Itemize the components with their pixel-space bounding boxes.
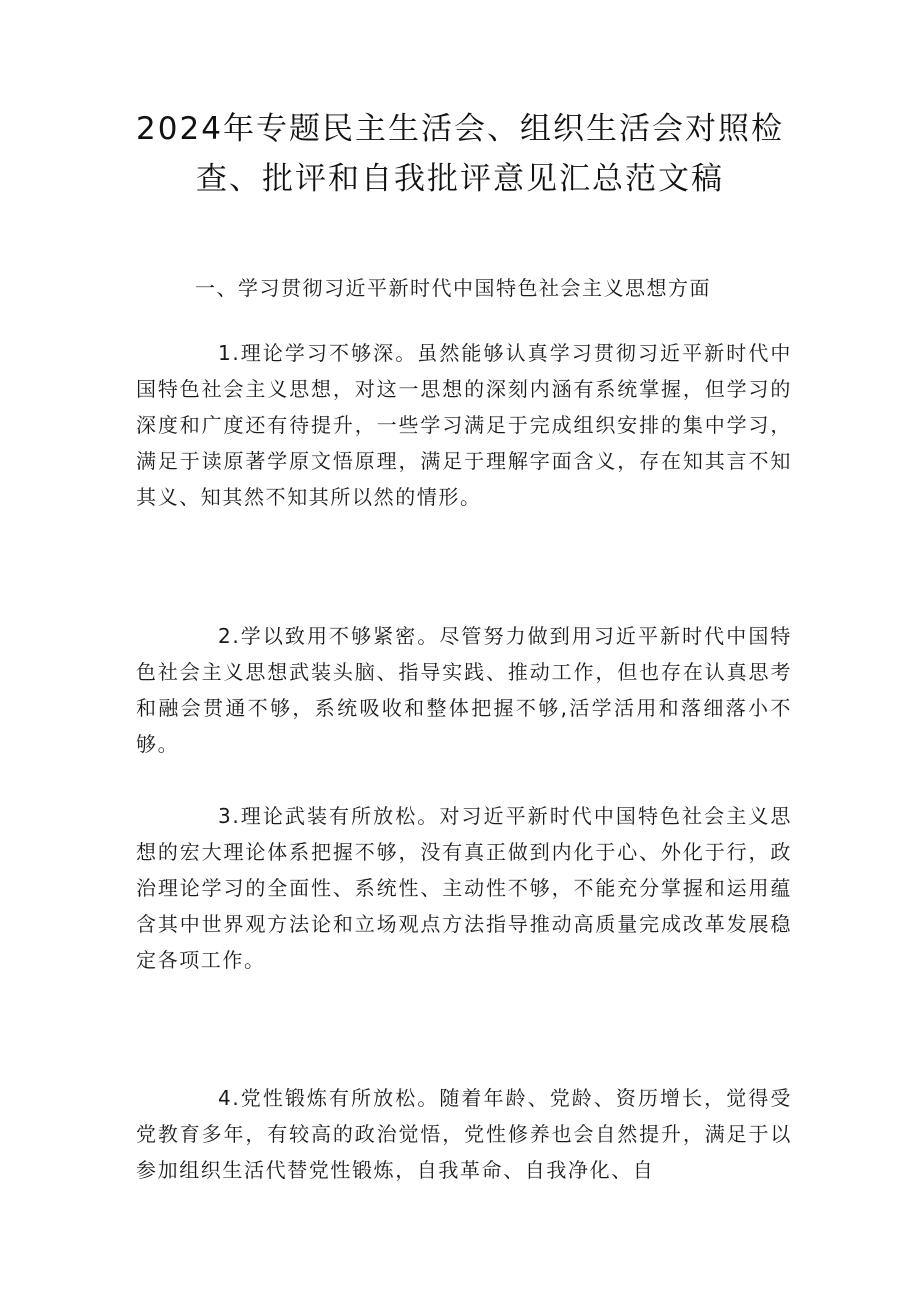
paragraph-3: 3.理论武装有所放松。对习近平新时代中国特色社会主义思想的宏大理论体系把握不够，没有真正做到内化于心、外化于行，政治理论学习的全面性、系统性、主动性不够，不能充分掌握和运用蕴含其中世界观方法论和立场观点方法指导推动高质量完成改革发展稳定各项工作。 <box>136 804 792 972</box>
document-title: 2024年专题民主生活会、组织生活会对照检查、批评和自我批评意见汇总范文稿 <box>136 111 784 197</box>
paragraph-1: 1.理论学习不够深。虽然能够认真学习贯彻习近平新时代中国特色社会主义思想，对这一思想的深刻内涵有系统掌握，但学习的深度和广度还有待提升，一些学习满足于完成组织安排的集中学习，满足于读原著学原文悟原理，满足于理解字面含义，存在知其言不知其义、知其然不知其所以然的情形。 <box>136 341 792 509</box>
paragraph-2: 2.学以致用不够紧密。尽管努力做到用习近平新时代中国特色社会主义思想武装头脑、指导实践、推动工作，但也存在认真思考和融会贯通不够，系统吸收和整体把握不够,活学活用和落细落小不够。 <box>136 624 792 756</box>
section-heading: 一、学习贯彻习近平新时代中国特色社会主义思想方面 <box>195 276 711 300</box>
paragraph-4: 4.党性锻炼有所放松。随着年龄、党龄、资历增长，觉得受党教育多年，有较高的政治觉悟，党性修养也会自然提升，满足于以参加组织生活代替党性锻炼，自我革命、自我净化、自 <box>136 1086 792 1182</box>
